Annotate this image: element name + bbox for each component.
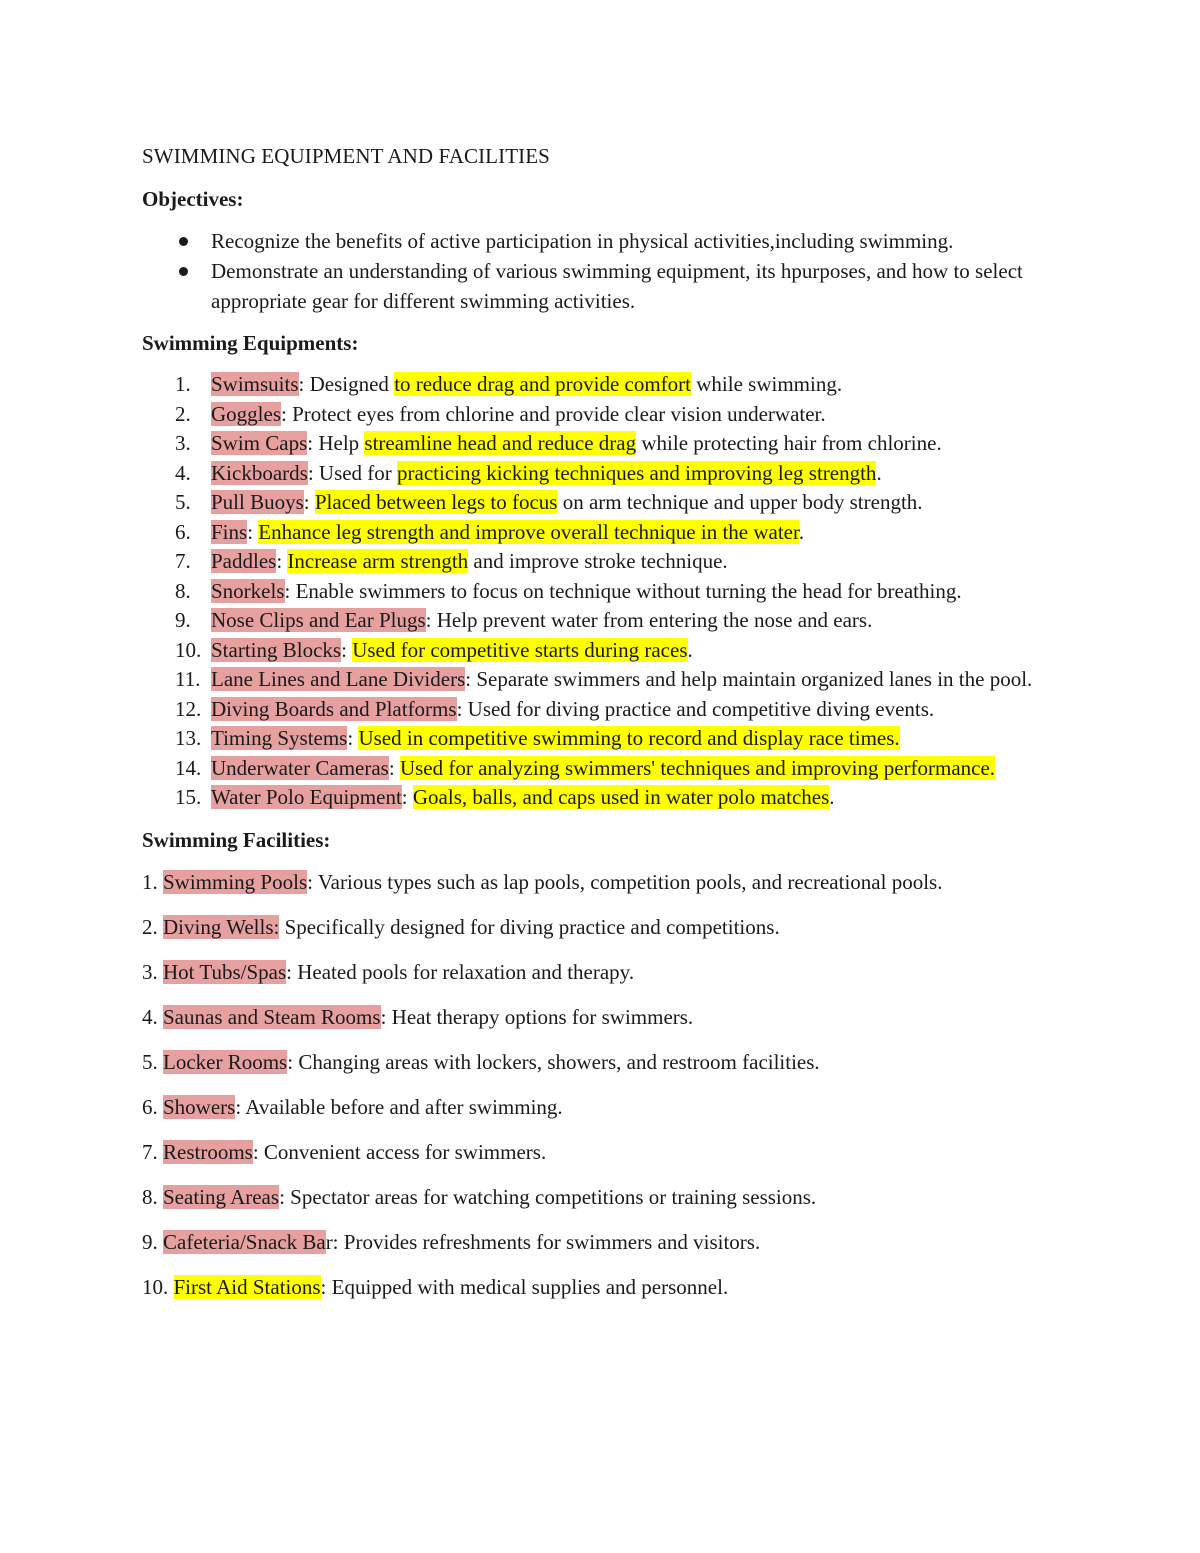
equipment-term: Paddles	[211, 549, 277, 573]
item-rest-text: .	[876, 460, 882, 485]
equipment-term: Snorkels	[211, 578, 285, 603]
equipment-term: Swim Caps	[211, 431, 308, 455]
equipment-item	[142, 547, 1072, 577]
facility-item	[142, 957, 1072, 987]
item-number: 3.	[142, 959, 163, 984]
item-rest-text: while swimming.	[691, 372, 843, 396]
facility-term: Hot Tubs/Spas	[163, 959, 287, 984]
facility-term: Saunas and Steam Rooms	[163, 1004, 381, 1029]
equipment-item	[142, 754, 1072, 784]
key-point-highlight: Goals, balls, and caps used in water polo matches	[412, 785, 830, 809]
item-number: 10.	[175, 637, 202, 662]
facility-term: Seating Areas	[163, 1184, 280, 1209]
key-point-highlight: Used for analyzing swimmers' techniques and improving performance.	[399, 755, 996, 780]
item-rest-text: .	[829, 785, 835, 809]
item-separator-text: : Help prevent water from entering the nose and ears.	[425, 608, 873, 632]
item-rest-text: : Various types such as lap pools, competition pools, and recreational pools.	[307, 869, 943, 894]
item-number: 6.	[142, 1094, 163, 1119]
item-number: 7.	[175, 549, 191, 573]
facility-term: Swimming Pools	[163, 869, 308, 894]
item-separator-text: :	[388, 755, 400, 780]
facility-item	[142, 1047, 1072, 1077]
item-content	[211, 520, 804, 544]
item-content	[211, 372, 842, 396]
item-number: 4.	[175, 460, 191, 485]
bullet-icon	[179, 237, 188, 246]
key-point-highlight: Placed between legs to focus	[314, 490, 558, 514]
facility-item	[142, 912, 1072, 942]
objectives-list	[142, 226, 1072, 316]
equipment-item	[142, 724, 1072, 754]
equipment-term: Underwater Cameras	[211, 755, 389, 780]
item-rest-text: : Spectator areas for watching competitions or training sessions.	[279, 1184, 817, 1209]
item-number: 1.	[142, 869, 163, 894]
facility-term: Cafeteria/Snack Ba	[163, 1229, 326, 1254]
item-separator-text: :	[401, 785, 413, 809]
document-title: SWIMMING EQUIPMENT AND FACILITIES	[142, 144, 550, 168]
item-separator-text: :	[347, 726, 359, 750]
item-content	[211, 608, 872, 632]
item-number: 8.	[142, 1184, 163, 1209]
facility-term: First Aid Stations	[173, 1274, 321, 1299]
item-content	[211, 431, 942, 455]
equipment-item	[142, 459, 1072, 489]
item-number: 12.	[175, 696, 202, 721]
equipment-item	[142, 577, 1072, 607]
item-content	[211, 697, 934, 721]
item-rest-text: while protecting hair from chlorine.	[636, 431, 942, 455]
equipment-term: Swimsuits	[211, 372, 299, 396]
equipment-item	[142, 370, 1072, 400]
item-separator-text: : Separate swimmers and help maintain organized lanes in the pool.	[465, 667, 1033, 691]
equipment-term: Kickboards	[211, 460, 308, 485]
equipment-term: Fins	[211, 519, 248, 544]
equipment-heading: Swimming Equipments:	[142, 331, 359, 355]
item-number: 7.	[142, 1139, 163, 1164]
item-separator-text: : Used for diving practice and competitive diving events.	[456, 696, 935, 721]
item-separator-text: :	[303, 490, 315, 514]
equipment-item	[142, 636, 1072, 666]
item-content	[211, 756, 995, 780]
item-number: 3.	[175, 431, 191, 455]
item-content	[211, 638, 693, 662]
item-number: 13.	[175, 726, 202, 750]
key-point-highlight: streamline head and reduce drag	[364, 431, 637, 455]
facility-item	[142, 867, 1072, 897]
facility-item	[142, 1002, 1072, 1032]
equipment-term: Lane Lines and Lane Dividers	[211, 667, 466, 691]
key-point-highlight: Used in competitive swimming to record and display race times.	[358, 726, 900, 750]
item-separator-text: : Enable swimmers to focus on technique without turning the head for breathing.	[284, 578, 962, 603]
facility-term: Showers	[163, 1094, 236, 1119]
item-separator-text: :	[247, 519, 259, 544]
item-rest-text: : Convenient access for swimmers.	[252, 1139, 547, 1164]
facilities-heading: Swimming Facilities:	[142, 827, 331, 852]
item-separator-text: : Protect eyes from chlorine and provide clear vision underwater.	[281, 401, 826, 426]
facility-item	[142, 1272, 1072, 1302]
item-separator-text: :	[341, 637, 353, 662]
objectives-heading: Objectives:	[142, 187, 244, 211]
item-rest-text: : Available before and after swimming.	[235, 1094, 563, 1119]
facility-item	[142, 1137, 1072, 1167]
item-number: 1.	[175, 372, 191, 396]
objective-item	[142, 256, 1072, 316]
item-content	[211, 579, 962, 603]
facility-term: Locker Rooms	[163, 1049, 288, 1074]
key-point-highlight: Increase arm strength	[287, 549, 469, 573]
equipment-term: Nose Clips and Ear Plugs	[211, 608, 426, 632]
item-rest-text: : Heat therapy options for swimmers.	[380, 1004, 694, 1029]
document-page	[142, 140, 1072, 1317]
item-number: 4.	[142, 1004, 163, 1029]
item-number: 14.	[175, 755, 202, 780]
equipment-term: Timing Systems	[211, 726, 348, 750]
item-number: 8.	[175, 578, 191, 603]
item-number: 10.	[142, 1274, 174, 1299]
item-content	[211, 785, 835, 809]
objective-text: Recognize the benefits of active participation in physical activities,including swimming.	[211, 229, 954, 253]
equipment-item	[142, 518, 1072, 548]
facility-term: Diving Wells:	[163, 914, 280, 939]
item-separator-text: : Used for	[307, 460, 398, 485]
item-rest-text: Specifically designed for diving practice and competitions.	[279, 914, 780, 939]
equipment-item	[142, 695, 1072, 725]
equipment-item	[142, 400, 1072, 430]
item-content	[211, 490, 923, 514]
item-separator-text: : Help	[307, 431, 365, 455]
equipment-term: Pull Buoys	[211, 490, 304, 514]
item-rest-text: .	[798, 519, 805, 544]
objective-text: Demonstrate an understanding of various swimming equipment, its hpurposes, and how to select appropriate gear for different swimming activities.	[211, 259, 1023, 313]
item-number: 9.	[142, 1229, 163, 1254]
item-number: 5.	[142, 1049, 163, 1074]
item-content	[211, 549, 728, 573]
equipment-term: Water Polo Equipment	[211, 785, 402, 809]
key-point-highlight: to reduce drag and provide comfort	[394, 372, 691, 396]
key-point-highlight: Used for competitive starts during races	[352, 637, 688, 662]
item-number: 6.	[175, 519, 191, 544]
item-rest-text: : Changing areas with lockers, showers, and restroom facilities.	[287, 1049, 820, 1074]
item-separator-text: : Designed	[298, 372, 395, 396]
item-rest-text: and improve stroke technique.	[468, 549, 728, 573]
item-number: 15.	[175, 785, 202, 809]
item-rest-text: .	[687, 637, 693, 662]
equipment-term: Diving Boards and Platforms	[211, 696, 457, 721]
facilities-list	[142, 867, 1072, 1302]
facility-item	[142, 1227, 1072, 1257]
key-point-highlight: practicing kicking techniques and improving leg strength	[397, 460, 877, 485]
equipment-item	[142, 488, 1072, 518]
equipment-item	[142, 606, 1072, 636]
item-content	[211, 667, 1032, 691]
item-rest-text: : Heated pools for relaxation and therapy.	[286, 959, 635, 984]
equipment-term: Starting Blocks	[211, 637, 342, 662]
item-content	[211, 402, 826, 426]
equipment-list	[142, 370, 1072, 813]
facility-item	[142, 1182, 1072, 1212]
item-content	[211, 461, 882, 485]
bullet-icon	[179, 267, 188, 276]
item-number: 2.	[142, 914, 163, 939]
item-rest-text: r: Provides refreshments for swimmers and visitors.	[325, 1229, 761, 1254]
facility-term: Restrooms	[163, 1139, 253, 1164]
item-number: 11.	[175, 667, 201, 691]
item-separator-text: :	[276, 549, 288, 573]
item-number: 2.	[175, 401, 191, 426]
equipment-item	[142, 783, 1072, 813]
key-point-highlight: Enhance leg strength and improve overall technique in the water	[258, 519, 799, 544]
facility-item	[142, 1092, 1072, 1122]
equipment-term: Goggles	[211, 401, 281, 426]
item-rest-text: : Equipped with medical supplies and personnel.	[320, 1274, 729, 1299]
item-content	[211, 726, 900, 750]
item-number: 9.	[175, 608, 191, 632]
item-rest-text: on arm technique and upper body strength.	[557, 490, 923, 514]
objective-item	[142, 226, 1072, 256]
equipment-item	[142, 429, 1072, 459]
equipment-item	[142, 665, 1072, 695]
item-number: 5.	[175, 490, 191, 514]
